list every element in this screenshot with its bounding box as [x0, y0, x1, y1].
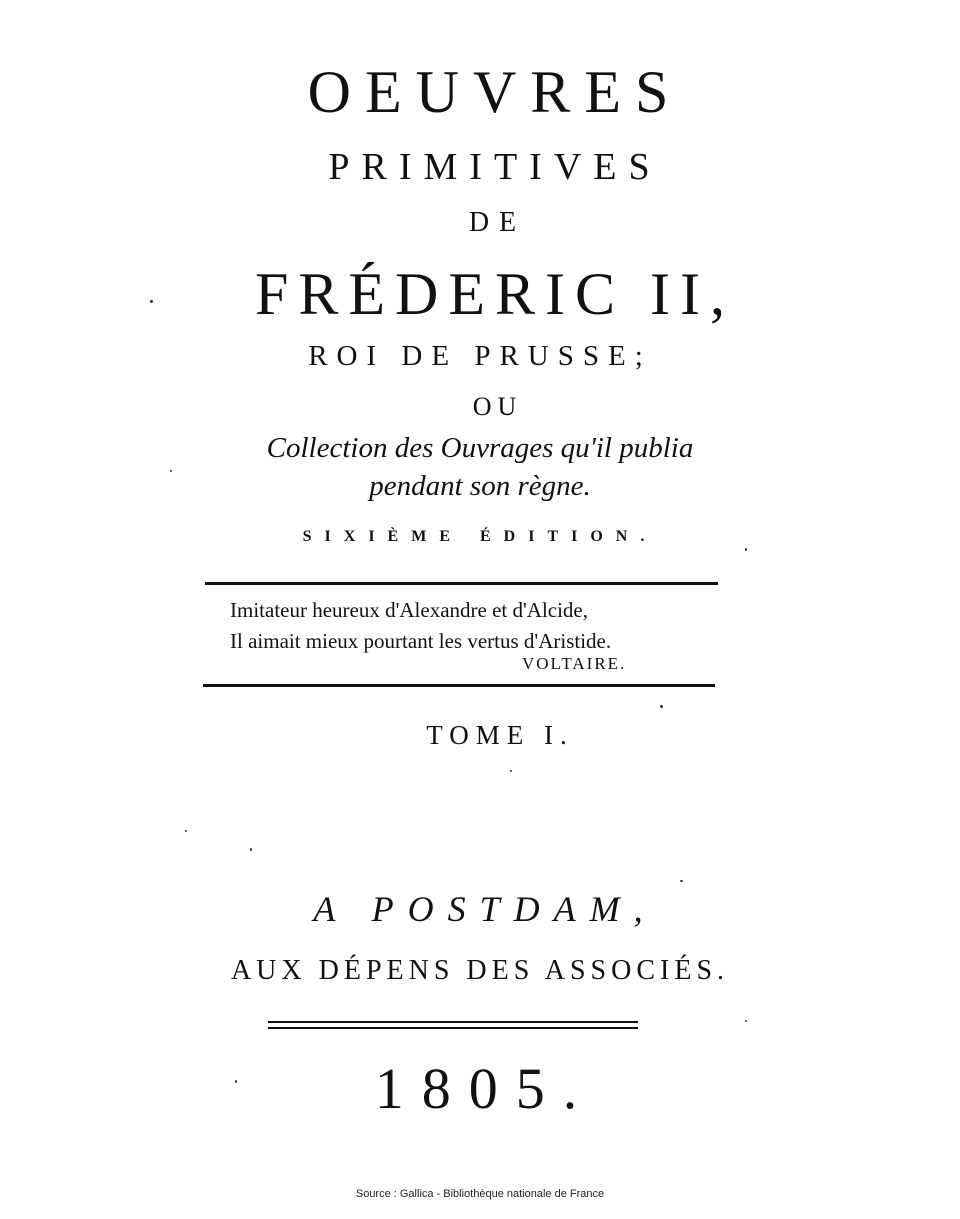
- title-oeuvres: OEUVRES: [307, 59, 683, 125]
- scan-speck: [185, 830, 187, 832]
- scan-speck: [170, 470, 172, 472]
- imprint-rule-top: [268, 1021, 638, 1023]
- scan-speck: [250, 848, 252, 851]
- title-roi-de-prusse: ROI DE PRUSSE;: [308, 340, 652, 372]
- imprint-year: 1805.: [374, 1056, 596, 1121]
- epigraph-author: VOLTAIRE.: [522, 654, 627, 673]
- subtitle-line-2: pendant son règne.: [369, 470, 591, 502]
- scan-speck: [745, 1020, 747, 1022]
- title-de: DE: [468, 207, 527, 238]
- imprint-city: A POSTDAM,: [313, 889, 657, 929]
- epigraph: [230, 595, 611, 657]
- scan-speck: [235, 1080, 237, 1083]
- epigraph-line-1: Imitateur heureux d'Alexandre et d'Alcide,: [230, 598, 589, 622]
- imprint-publisher: AUX DÉPENS DES ASSOCIÉS.: [230, 955, 730, 986]
- epigraph-top-rule: [205, 582, 718, 585]
- epigraph-bottom-rule: [203, 684, 715, 687]
- scan-speck: [510, 770, 512, 772]
- scan-speck: [150, 300, 153, 303]
- volume-label: TOME I.: [426, 720, 574, 750]
- title-frederic: FRÉDERIC II,: [255, 261, 735, 327]
- subtitle-line-1: Collection des Ouvrages qu'il publia: [266, 432, 694, 464]
- title-ou: OU: [472, 392, 523, 421]
- scan-speck: [680, 880, 683, 882]
- scan-speck: [745, 548, 747, 551]
- epigraph-line-2: Il aimait mieux pourtant les vertus d'Aristide.: [230, 629, 612, 653]
- scan-speck: [660, 705, 663, 708]
- title-primitives: PRIMITIVES: [328, 146, 662, 188]
- imprint-rule-bottom: [268, 1027, 638, 1029]
- edition-label: SIXIÈME ÉDITION.: [302, 528, 658, 545]
- source-credit: Source : Gallica - Bibliothèque nationale de France: [355, 1188, 605, 1200]
